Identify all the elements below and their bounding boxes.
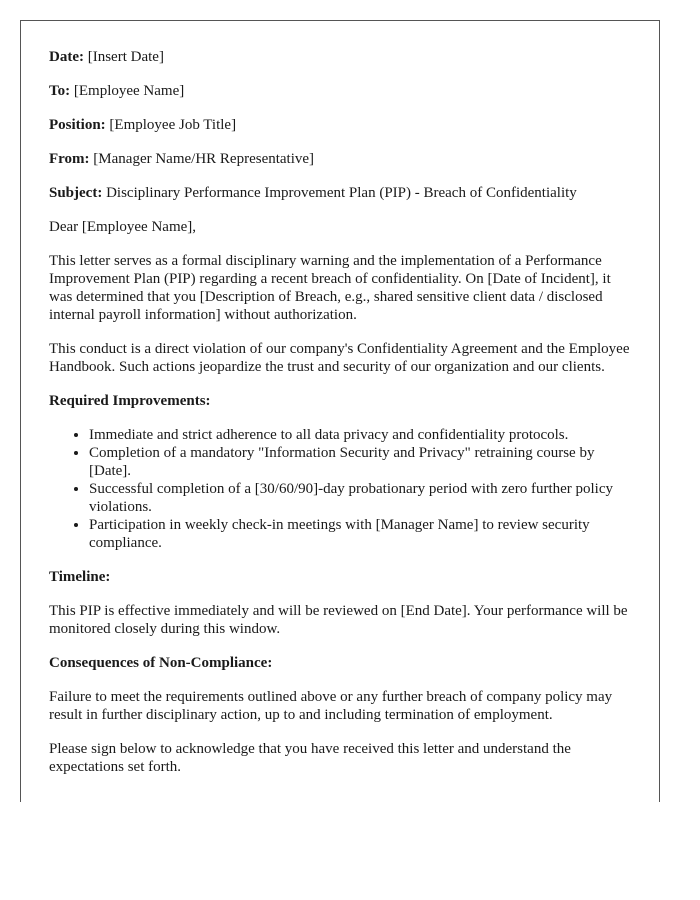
acknowledge-paragraph: Please sign below to acknowledge that you have received this letter and understand the expectations set forth. <box>49 741 571 775</box>
from-field <box>49 150 632 168</box>
position-value: [Employee Job Title] <box>109 117 237 133</box>
position-label: Position: <box>49 117 106 133</box>
timeline-paragraph: This PIP is effective immediately and will be reviewed on [End Date]. Your performance will be monitored closely during this window. <box>49 603 628 637</box>
timeline-heading: Timeline: <box>49 569 111 585</box>
to-label: To: <box>49 83 71 99</box>
list-item: • Successful completion of a [30/60/90]-day probationary period with zero further policy violations. <box>89 480 632 516</box>
list-item: • Immediate and strict adherence to all data privacy and confidentiality protocols. <box>89 426 632 444</box>
date-field <box>49 48 632 66</box>
date-value: [Insert Date] <box>87 49 164 65</box>
from-label: From: <box>49 151 90 167</box>
position-field <box>49 116 632 134</box>
greeting: Dear [Employee Name], <box>49 219 197 235</box>
consequences-paragraph: Failure to meet the requirements outlined above or any further breach of company policy may result in further disciplinary action, up to and including termination of employment. <box>49 689 613 723</box>
subject-label: Subject: <box>49 185 103 201</box>
subject-field <box>49 184 632 202</box>
from-value: [Manager Name/HR Representative] <box>93 151 315 167</box>
letter-page <box>20 20 660 802</box>
list-item: • Completion of a mandatory "Information Security and Privacy" retraining course by [Date]. <box>89 444 632 480</box>
intro-paragraph: This letter serves as a formal disciplinary warning and the implementation of a Performance Improvement Plan (PIP) regarding a recent breach of confidentiality. On [Date of Incident], it was determined that you [Description of Breach, e.g., shared sensitive client data / disclosed internal payroll information] without authorization. <box>49 253 611 323</box>
date-label: Date: <box>49 49 84 65</box>
subject-value: Disciplinary Performance Improvement Plan (PIP) - Breach of Confidentiality <box>106 185 577 201</box>
to-field <box>49 82 632 100</box>
consequences-heading: Consequences of Non-Compliance: <box>49 655 273 671</box>
improvements-heading: Required Improvements: <box>49 393 211 409</box>
improvements-list <box>49 426 632 552</box>
list-item: • Participation in weekly check-in meetings with [Manager Name] to review security compliance. <box>89 516 632 552</box>
to-value: [Employee Name] <box>73 83 185 99</box>
violation-paragraph: This conduct is a direct violation of our company's Confidentiality Agreement and the Employee Handbook. Such actions jeopardize the trust and security of our organization and our clients. <box>49 341 630 375</box>
